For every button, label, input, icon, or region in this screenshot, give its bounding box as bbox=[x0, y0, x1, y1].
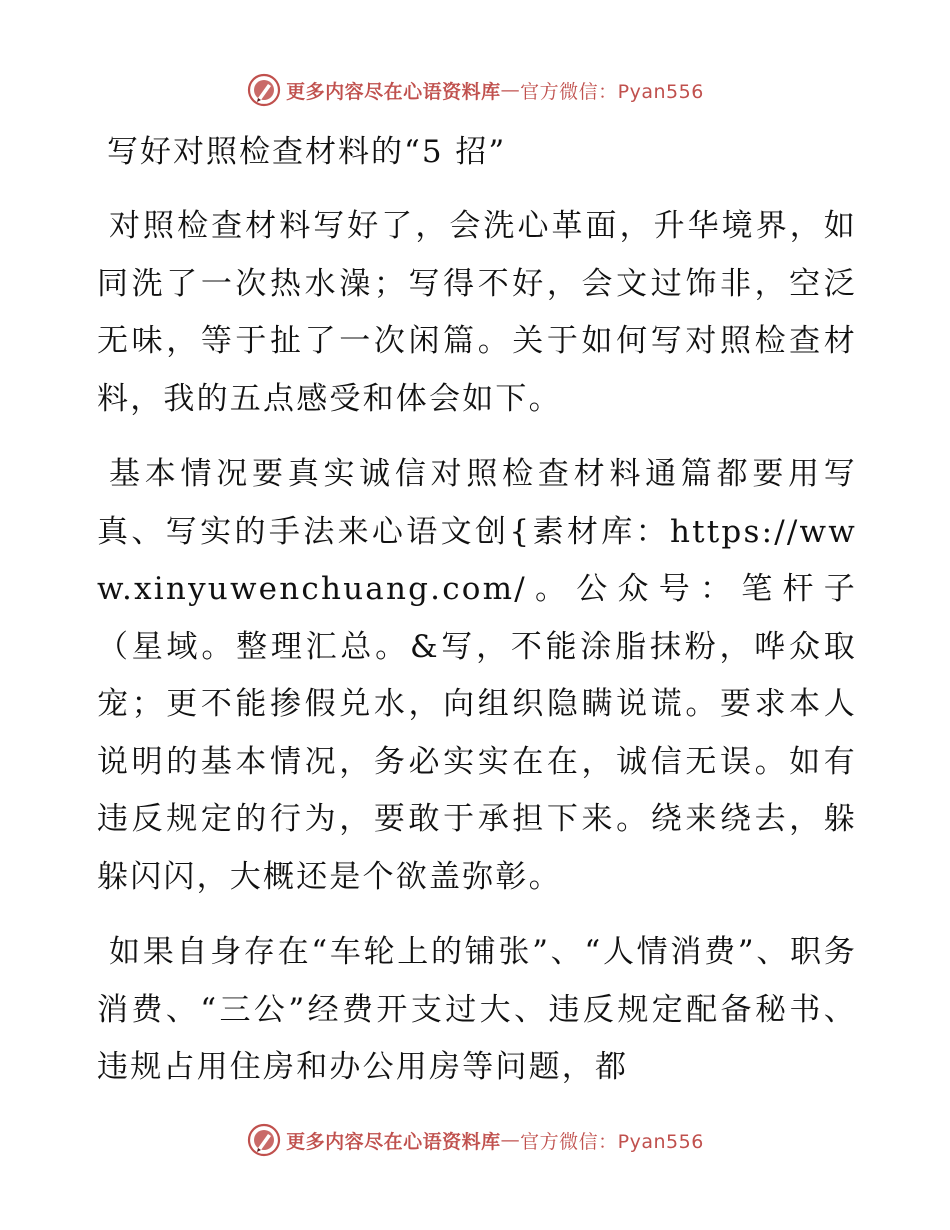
header-separator: — bbox=[500, 79, 521, 101]
pen-logo-icon bbox=[246, 1122, 282, 1158]
document-body bbox=[97, 118, 857, 1097]
paragraph-1 bbox=[97, 198, 857, 428]
footer-banner bbox=[0, 1120, 950, 1160]
header-brand-text: 更多内容尽在心语资料库 bbox=[286, 80, 501, 103]
footer-separator: — bbox=[500, 1129, 521, 1151]
paragraph-1-text: 对照检查材料写好了，会洗心革面，升华境界，如同洗了一次热水澡；写得不好，会文过饰非，空泛无味，等于扯了一次闲篇。关于如何写对照检查材料，我的五点感受和体会如下。 bbox=[97, 208, 857, 417]
paragraph-3 bbox=[97, 924, 857, 1097]
footer-brand-text: 更多内容尽在心语资料库 bbox=[286, 1130, 501, 1153]
header-banner bbox=[0, 70, 950, 110]
pen-logo-icon bbox=[246, 72, 282, 108]
paragraph-2 bbox=[97, 446, 857, 906]
paragraph-2-text: 基本情况要真实诚信对照检查材料通篇都要用写真、写实的手法来心语文创{素材库：https://www.xinyuwenchuang.com/。公众号：笔杆子（星域。整理汇总。&写，不能涂脂抹粉，哗众取宠；更不能掺假兑水，向组织隐瞒说谎。要求本人说明的基本情况，务必实实在在，诚信无误。如有违反规定的行为，要敢于承担下来。绕来绕去，躲躲闪闪，大概还是个欲盖弥彰。 bbox=[97, 456, 857, 895]
document-title: 写好对照检查材料的“5 招” bbox=[107, 134, 507, 170]
footer-contact-text: 官方微信：Pyan556 bbox=[520, 1130, 704, 1153]
header-contact-text: 官方微信：Pyan556 bbox=[520, 80, 704, 103]
paragraph-3-text: 如果自身存在“车轮上的铺张”、“人情消费”、职务消费、“三公”经费开支过大、违反规定配备秘书、违规占用住房和办公用房等问题，都 bbox=[97, 934, 857, 1085]
